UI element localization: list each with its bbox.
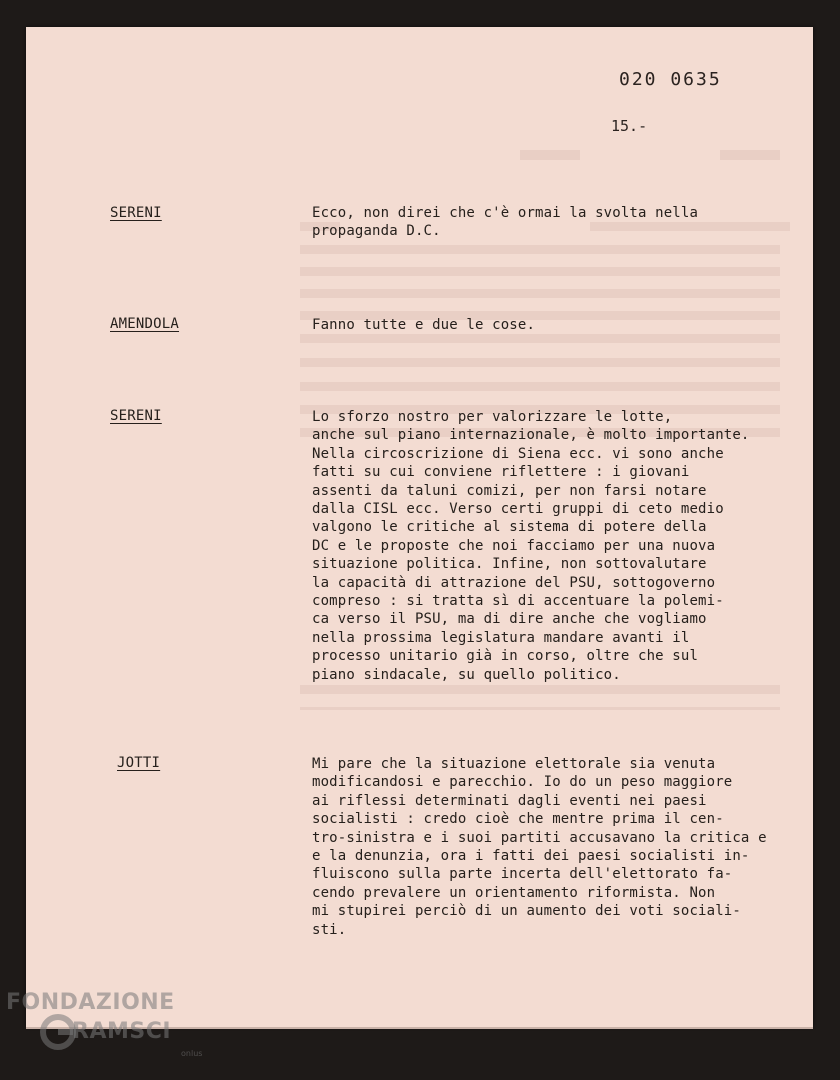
gramsci-g-mark-icon bbox=[40, 1010, 76, 1050]
speech-text: Ecco, non direi che c'è ormai la svolta nella propaganda D.C. bbox=[312, 205, 699, 240]
speaker-name: SERENI bbox=[110, 205, 162, 221]
fondazione-gramsci-logo bbox=[6, 990, 216, 1070]
logo-text-line2: RAMSCI bbox=[72, 1019, 172, 1044]
logo-subtitle: onlus bbox=[181, 1049, 203, 1058]
speaker-name: SERENI bbox=[110, 408, 162, 424]
archive-code: 020 0635 bbox=[619, 69, 722, 90]
speech-text: Lo sforzo nostro per valorizzare le lotte, anche sul piano internazionale, è molto importante. Nella circoscrizione di Siena ecc. vi sono anche fatti su cui conviene riflettere : i giovani assenti da taluni comizi, per non farsi notare dalla CISL ecc. Verso certi gruppi di ceto medio valgono le critiche al sistema di potere della DC e le proposte che noi facciamo per una nuova situazione politica. Infine, non sottovalutare la capacità di attrazione del PSU, sottogoverno compreso : si tratta sì di accentuare la polemi- ca verso il PSU, ma di dire anche che vogliamo nella prossima legislatura mandare avanti il processo unitario già in corso, oltre che sul piano sindacale, su quello politico. bbox=[312, 409, 750, 683]
speech-text: Mi pare che la situazione elettorale sia venuta modificandosi e parecchio. Io do un peso maggiore ai riflessi determinati dagli eventi nei paesi socialisti : credo cioè che mentre prima il cen- tro-sinistra e i suoi partiti accusavano la critica e e la denunzia, ora i fatti dei paesi socialisti in- fluiscono sulla parte incerta dell'elettorato fa- cendo prevalere un orientamento riformista. Non mi stupirei perciò di un aumento dei voti sociali- sti. bbox=[312, 756, 767, 938]
speaker-name: JOTTI bbox=[117, 755, 161, 771]
logo-text-line1: FONDAZIONE bbox=[6, 990, 175, 1015]
speech-text: Fanno tutte e due le cose. bbox=[312, 317, 536, 333]
page-number: 15.- bbox=[611, 117, 648, 135]
speaker-name: AMENDOLA bbox=[110, 316, 180, 332]
